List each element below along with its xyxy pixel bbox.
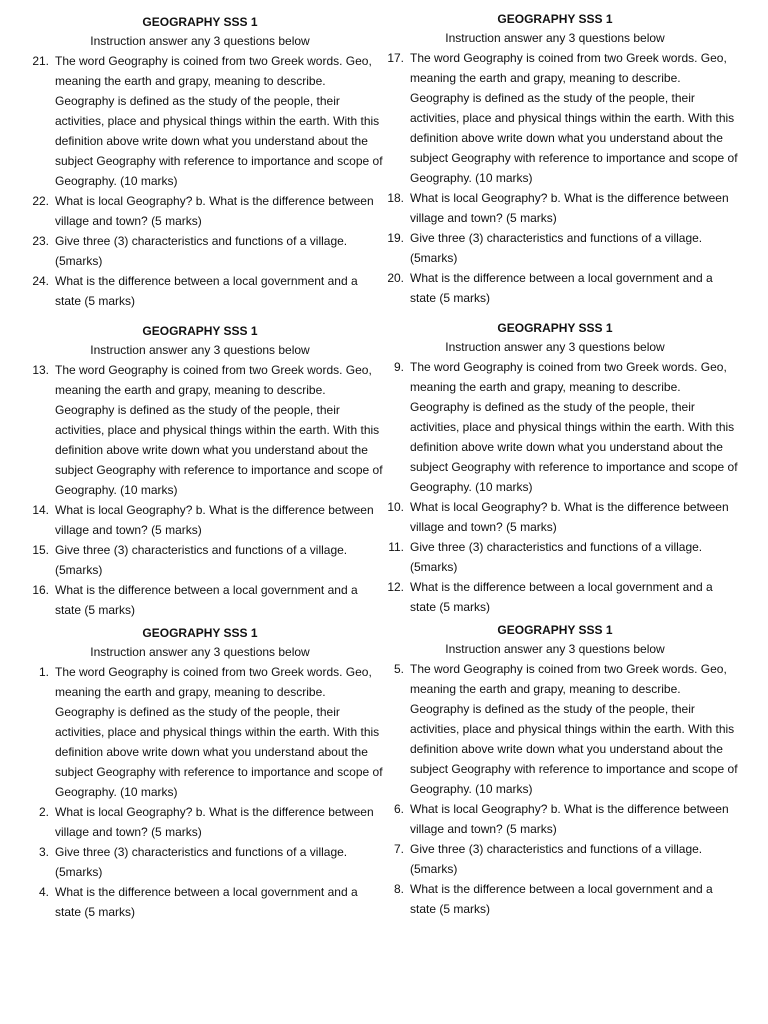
sheet-instruction: Instruction answer any 3 questions below — [445, 340, 665, 354]
sheet-title: GEOGRAPHY SSS 1 — [497, 12, 613, 26]
question-sheet — [15, 322, 385, 620]
question-text: What is local Geography? b. What is the difference between village and town? (5 marks) — [410, 802, 729, 836]
sheet-instruction: Instruction answer any 3 questions below — [445, 31, 665, 45]
question-text: The word Geography is coined from two Greek words. Geo, meaning the earth and grapy, meaning to describe. Geography is defined as the study of the people, their activities, place and physical things within the earth. With this definition above write down what you understand about the subject Geography with reference to importance and scope of Geography. (10 marks) — [410, 662, 738, 796]
question-sheet — [15, 624, 385, 922]
question-text: What is local Geography? b. What is the difference between village and town? (5 marks) — [410, 500, 729, 534]
question-item — [370, 228, 740, 268]
question-item — [370, 659, 740, 799]
question-number: 16. — [32, 583, 49, 597]
question-number: 18. — [387, 191, 404, 205]
question-number: 13. — [32, 363, 49, 377]
question-text: What is the difference between a local government and a state (5 marks) — [410, 580, 713, 614]
question-sheet — [15, 13, 385, 311]
question-number: 20. — [387, 271, 404, 285]
question-item — [15, 360, 385, 500]
question-text: What is local Geography? b. What is the difference between village and town? (5 marks) — [55, 194, 374, 228]
question-item — [370, 537, 740, 577]
question-item — [15, 540, 385, 580]
question-sheet — [370, 319, 740, 617]
question-text: What is local Geography? b. What is the difference between village and town? (5 marks) — [410, 191, 729, 225]
question-number: 22. — [32, 194, 49, 208]
question-text: Give three (3) characteristics and functions of a village. (5marks) — [55, 234, 348, 268]
question-number: 23. — [32, 234, 49, 248]
question-text: What is the difference between a local government and a state (5 marks) — [55, 885, 358, 919]
question-item — [15, 842, 385, 882]
question-sheet — [370, 10, 740, 308]
question-number: 3. — [38, 845, 49, 859]
question-number: 15. — [32, 543, 49, 557]
sheet-title: GEOGRAPHY SSS 1 — [142, 626, 258, 640]
question-number: 17. — [387, 51, 404, 65]
question-text: Give three (3) characteristics and functions of a village. (5marks) — [410, 842, 703, 876]
question-item — [370, 357, 740, 497]
question-number: 12. — [387, 580, 404, 594]
question-number: 9. — [393, 360, 404, 374]
question-text: The word Geography is coined from two Greek words. Geo, meaning the earth and grapy, meaning to describe. Geography is defined as the study of the people, their activities, place and physical things within the earth. With this definition above write down what you understand about the subject Geography with reference to importance and scope of Geography. (10 marks) — [410, 360, 738, 494]
sheet-title: GEOGRAPHY SSS 1 — [142, 15, 258, 29]
question-item — [15, 51, 385, 191]
question-number: 2. — [38, 805, 49, 819]
question-number: 7. — [393, 842, 404, 856]
sheet-instruction: Instruction answer any 3 questions below — [90, 645, 310, 659]
question-text: The word Geography is coined from two Greek words. Geo, meaning the earth and grapy, meaning to describe. Geography is defined as the study of the people, their activities, place and physical things within the earth. With this definition above write down what you understand about the subject Geography with reference to importance and scope of Geography. (10 marks) — [55, 363, 383, 497]
question-text: What is local Geography? b. What is the difference between village and town? (5 marks) — [55, 805, 374, 839]
question-number: 11. — [388, 540, 404, 554]
question-item — [370, 799, 740, 839]
question-number: 24. — [32, 274, 49, 288]
question-item — [15, 662, 385, 802]
question-item — [370, 188, 740, 228]
question-number: 19. — [387, 231, 404, 245]
question-item — [15, 271, 385, 311]
question-number: 5. — [393, 662, 404, 676]
question-item — [370, 839, 740, 879]
question-sheet — [370, 621, 740, 919]
question-text: Give three (3) characteristics and functions of a village. (5marks) — [55, 845, 348, 879]
question-text: What is the difference between a local government and a state (5 marks) — [410, 271, 713, 305]
question-text: What is local Geography? b. What is the difference between village and town? (5 marks) — [55, 503, 374, 537]
question-item — [370, 577, 740, 617]
question-number: 8. — [393, 882, 404, 896]
question-item — [370, 497, 740, 537]
question-item — [15, 882, 385, 922]
question-text: The word Geography is coined from two Greek words. Geo, meaning the earth and grapy, meaning to describe. Geography is defined as the study of the people, their activities, place and physical things within the earth. With this definition above write down what you understand about the subject Geography with reference to importance and scope of Geography. (10 marks) — [410, 51, 738, 185]
question-text: What is the difference between a local government and a state (5 marks) — [55, 583, 358, 617]
question-item — [370, 879, 740, 919]
question-text: What is the difference between a local government and a state (5 marks) — [410, 882, 713, 916]
question-item — [370, 268, 740, 308]
question-text: What is the difference between a local government and a state (5 marks) — [55, 274, 358, 308]
sheet-title: GEOGRAPHY SSS 1 — [497, 623, 613, 637]
question-number: 10. — [387, 500, 404, 514]
question-item — [15, 231, 385, 271]
question-number: 6. — [393, 802, 404, 816]
question-item — [370, 48, 740, 188]
question-number: 4. — [38, 885, 49, 899]
question-item — [15, 500, 385, 540]
question-text: The word Geography is coined from two Greek words. Geo, meaning the earth and grapy, meaning to describe. Geography is defined as the study of the people, their activities, place and physical things within the earth. With this definition above write down what you understand about the subject Geography with reference to importance and scope of Geography. (10 marks) — [55, 665, 383, 799]
sheet-title: GEOGRAPHY SSS 1 — [497, 321, 613, 335]
question-number: 1. — [38, 665, 49, 679]
question-text: Give three (3) characteristics and functions of a village. (5marks) — [55, 543, 348, 577]
question-item — [15, 802, 385, 842]
question-text: Give three (3) characteristics and functions of a village. (5marks) — [410, 540, 703, 574]
sheet-title: GEOGRAPHY SSS 1 — [142, 324, 258, 338]
question-item — [15, 580, 385, 620]
question-text: Give three (3) characteristics and functions of a village. (5marks) — [410, 231, 703, 265]
question-item — [15, 191, 385, 231]
question-number: 21. — [32, 54, 49, 68]
question-number: 14. — [32, 503, 49, 517]
question-text: The word Geography is coined from two Greek words. Geo, meaning the earth and grapy, meaning to describe. Geography is defined as the study of the people, their activities, place and physical things within the earth. With this definition above write down what you understand about the subject Geography with reference to importance and scope of Geography. (10 marks) — [55, 54, 383, 188]
sheet-instruction: Instruction answer any 3 questions below — [90, 343, 310, 357]
sheet-instruction: Instruction answer any 3 questions below — [90, 34, 310, 48]
sheet-instruction: Instruction answer any 3 questions below — [445, 642, 665, 656]
